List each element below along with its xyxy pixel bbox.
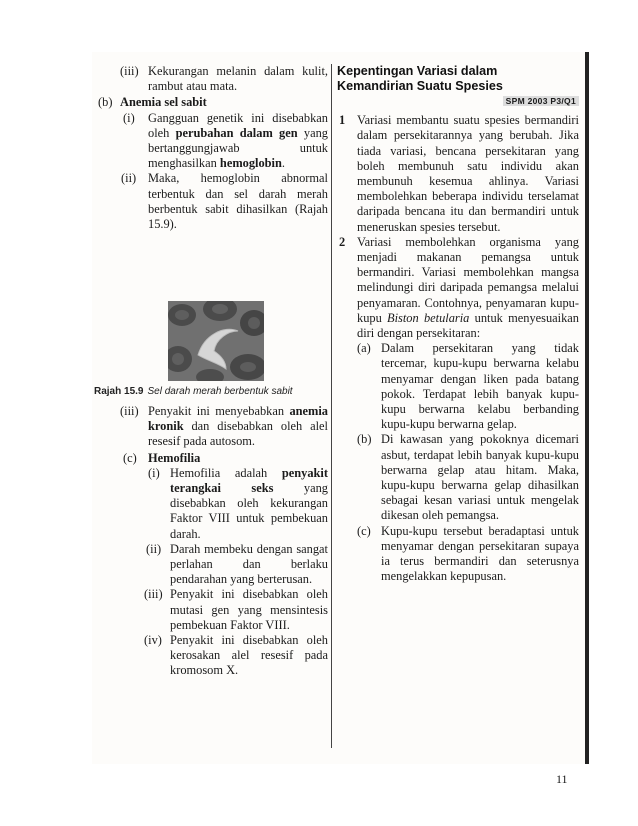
sickle-cell-photo: [168, 301, 264, 381]
list-item: [98, 633, 328, 679]
left-column-lower: [98, 404, 328, 679]
list-item: [337, 341, 579, 432]
item-number: (ii): [121, 171, 137, 186]
list-item: [98, 171, 328, 232]
item-text: Kekurangan melanin dalam kulit, rambut atau mata.: [148, 64, 328, 94]
exam-reference-text: SPM 2003 P3/Q1: [503, 96, 579, 106]
item-text: Di kawasan yang pokoknya dicemari asbut, terdapat lebih banyak kupu-kupu berwarna gelap atau hitam. Maka, kupu-kupu berwarna gelap dihasilkan sebagai kesan variasi untuk mengelak dikesan oleh pemangsa.: [381, 432, 579, 523]
column-divider: [331, 64, 332, 748]
item-text: Penyakit ini menyebabkan anemia kronik dan disebabkan oleh alel resesif pada autosom.: [148, 404, 328, 449]
item-text: Dalam persekitaran yang tidak tercemar, kupu-kupu berwarna kelabu menyamar dengan liken pada batang pokok. Terdapat lebih banyak kupu-kupu berwarna kelabu berbanding kupu-kupu berwarna gelap.: [381, 341, 579, 432]
figure-label: Rajah 15.9: [94, 386, 144, 397]
section-heading: [337, 64, 579, 94]
list-item: [337, 235, 579, 341]
item-text: Hemofilia adalah penyakit terangkai seks yang disebabkan oleh kekurangan Faktor VIII untuk pembekuan darah.: [170, 465, 328, 541]
item-text: Darah membeku dengan sangat perlahan dan berlaku pendarahan yang berterusan.: [170, 541, 328, 587]
item-text: Penyakit ini disebabkan oleh kerosakan alel resesif pada kromosom X.: [170, 633, 328, 678]
heading-line-1: Kepentingan Variasi dalam: [337, 64, 498, 78]
item-number: (iii): [144, 587, 163, 602]
item-text: Variasi membantu suatu spesies bermandiri dalam persekitarannya yang berubah. Jika tiada variasi, bencana persekitaran yang boleh membunuh satu individu akan membunuh kesemua ahlinya. Variasi membolehkan beberapa individu terselamat daripada bencana itu dan bermandiri untuk meneruskan spesies tersebut.: [357, 113, 579, 234]
section-label: (b): [98, 95, 113, 110]
item-text: Variasi membolehkan organisma yang menjadi makanan pemangsa untuk bermandiri. Variasi membolehkan mangsa melindungi diri daripada pemangsa melalui penyamaran. Contohnya, penyamaran kupu-kupu Biston betularia untuk menyesuaikan diri dengan persekitaran:: [357, 234, 579, 341]
figure-caption-text: Sel darah merah berbentuk sabit: [147, 386, 293, 397]
item-text: Maka, hemoglobin abnormal terbentuk dan sel darah merah berbentuk sabit dihasilkan (Rajah 15.9).: [148, 171, 328, 232]
list-item: [337, 524, 579, 585]
section-heading: [98, 451, 328, 466]
item-number: 2: [339, 234, 346, 249]
list-item: [98, 542, 328, 588]
figure-caption: [94, 386, 293, 397]
item-number: (iii): [120, 64, 139, 78]
list-item: [337, 113, 579, 235]
right-column: [337, 64, 579, 585]
exam-reference: [337, 94, 579, 109]
item-number: 1: [339, 113, 346, 128]
list-item: [98, 111, 328, 172]
list-item: [98, 404, 328, 450]
section-title: Anemia sel sabit: [120, 95, 207, 110]
page-number: 11: [556, 772, 568, 786]
item-text: Penyakit ini disebabkan oleh mutasi gen yang mensintesis pembekuan Faktor VIII.: [170, 587, 328, 632]
left-column: [98, 64, 328, 232]
item-number: (a): [357, 341, 371, 356]
section-label: (c): [123, 450, 137, 465]
list-item: [98, 64, 328, 94]
item-number: (iv): [144, 633, 162, 648]
page-edge-shadow: [585, 52, 589, 764]
item-text: Gangguan genetik ini disebabkan oleh perubahan dalam gen yang bertanggungjawab untuk menghasilkan hemoglobin.: [148, 110, 328, 171]
item-number: (b): [357, 432, 372, 447]
section-title: Hemofilia: [148, 450, 201, 465]
item-number: (ii): [146, 541, 162, 556]
section-heading: [98, 95, 328, 110]
item-number: (iii): [120, 404, 139, 418]
item-text: Kupu-kupu tersebut beradaptasi untuk menyamar dengan persekitaran supaya ia terus bermandiri dan seterusnya mengelakkan kepupusan.: [381, 523, 579, 584]
item-number: (i): [123, 110, 135, 125]
list-item: [98, 466, 328, 542]
item-number: (i): [148, 465, 160, 480]
list-item: [337, 432, 579, 523]
list-item: [98, 587, 328, 633]
item-number: (c): [357, 523, 371, 538]
heading-line-2: Kemandirian Suatu Spesies: [337, 79, 503, 93]
